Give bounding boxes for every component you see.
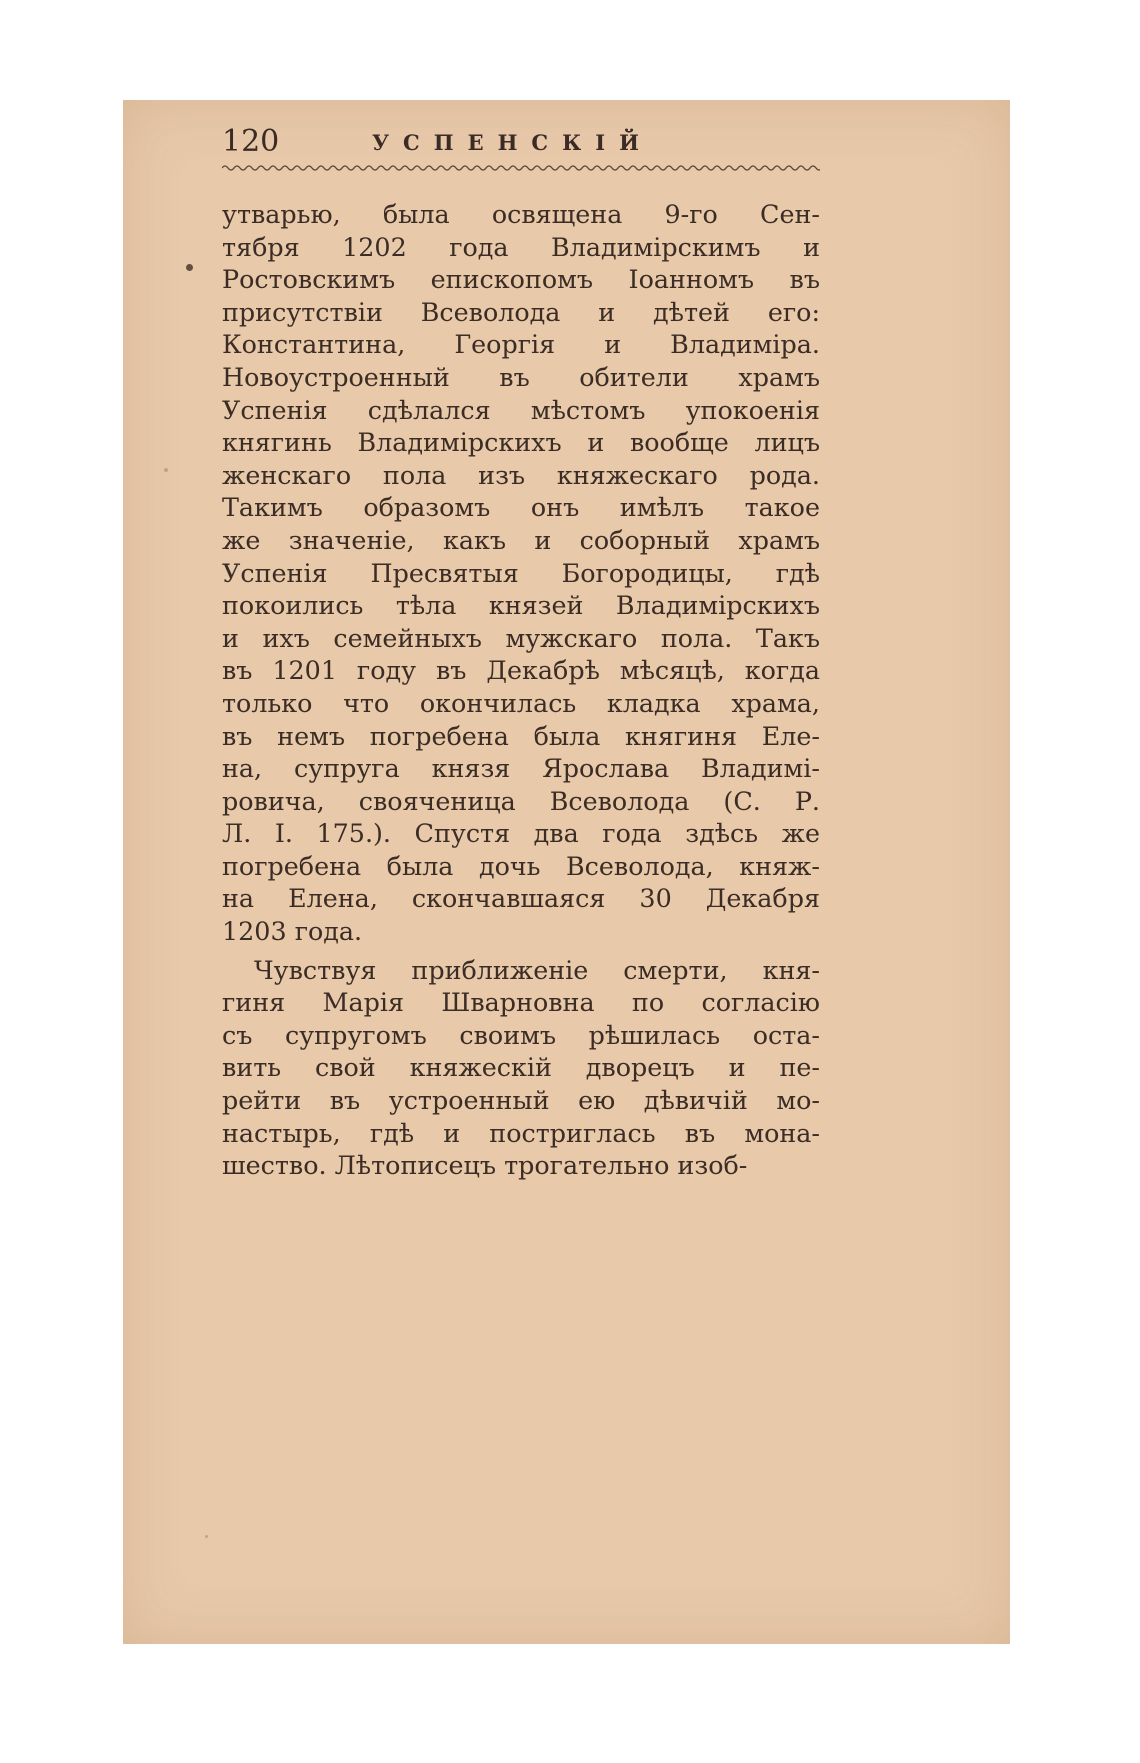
paragraph [222,954,820,1182]
header-rule [222,163,820,173]
page-number: 120 [222,124,280,159]
text-line: и ихъ семейныхъ мужскаго пола. Такъ [222,622,820,653]
paragraph [222,198,820,948]
text-line: рейти въ устроенный ею дѣвичій мо- [222,1085,820,1116]
text-line: шество. Лѣтописецъ трогательно изоб- [222,1150,748,1181]
text-line: Успенія сдѣлался мѣстомъ упокоенія [222,394,820,425]
text-line: утварью, была освящена 9-го Сен- [222,199,820,229]
text-line: въ 1201 году въ Декабрѣ мѣсяцѣ, когда [222,655,820,686]
text-line: Чувствуя приближеніе смерти, кня- [254,954,820,985]
text-line: на Елена, скончавшаяся 30 Декабря [222,883,820,914]
text-line: ровича, свояченица Всеволода (С. Р. [222,785,820,816]
text-line: Л. І. 175.). Спустя два года здѣсь же [222,818,820,849]
text-line: присутствіи Всеволода и дѣтей его: [222,296,820,327]
text-line: Успенія Пресвятыя Богородицы, гдѣ [222,557,820,588]
text-line: въ немъ погребена была княгиня Еле- [222,720,820,751]
text-line: Константина, Георгія и Владиміра. [222,329,820,360]
text-line: съ супругомъ своимъ рѣшилась оста- [222,1019,820,1050]
text-line: настырь, гдѣ и постриглась въ мона- [222,1117,820,1148]
text-line: на, супруга князя Ярослава Владимі- [222,753,820,784]
running-head: УСПЕНСКІЙ [372,130,653,155]
body-text [222,198,820,1182]
paper-speck [205,1535,208,1538]
text-line: Ростовскимъ епископомъ Іоанномъ въ [222,264,820,295]
text-line: вить свой княжескій дворецъ и пе- [222,1052,820,1083]
paper-speck [164,468,168,472]
text-line: женскаго пола изъ княжескаго рода. [222,459,820,490]
text-line: покоились тѣла князей Владимірскихъ [222,590,820,621]
text-line: же значеніе, какъ и соборный храмъ [222,524,820,555]
text-line: княгинь Владимірскихъ и вообще лицъ [222,427,820,458]
text-line: гиня Марія Шварновна по согласію [222,987,820,1018]
text-line: Такимъ образомъ онъ имѣлъ такое [222,492,820,523]
text-line: 1203 года. [222,916,363,947]
text-line: тября 1202 года Владимірскимъ и [222,231,820,262]
text-line: только что окончилась кладка храма, [222,687,820,718]
margin-mark [186,264,193,271]
text-line: погребена была дочь Всеволода, княж- [222,850,820,881]
text-line: Новоустроенный въ обители храмъ [222,361,820,392]
